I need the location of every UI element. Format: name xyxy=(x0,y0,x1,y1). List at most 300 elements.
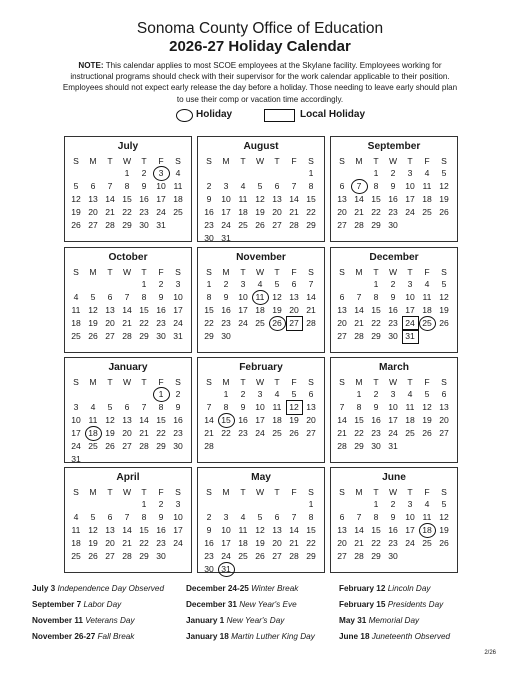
weekday-label: T xyxy=(373,156,379,166)
day-cell: 9 xyxy=(390,512,396,522)
weekday-label: T xyxy=(107,267,113,277)
day-cell: 27 xyxy=(337,551,347,561)
day-cell: 30 xyxy=(204,233,214,243)
day-cell: 18 xyxy=(422,305,432,315)
day-cell: 26 xyxy=(105,441,115,451)
day-cell: 10 xyxy=(255,402,265,412)
weekday-label: F xyxy=(291,267,297,277)
month-may xyxy=(197,467,325,573)
legend xyxy=(0,106,520,126)
day-cell: 11 xyxy=(88,415,98,425)
day-cell: 20 xyxy=(105,538,115,548)
day-cell: 2 xyxy=(158,499,164,509)
day-cell: 28 xyxy=(354,331,364,341)
day-cell: 14 xyxy=(354,194,364,204)
holiday-entry xyxy=(32,616,135,626)
day-cell: 28 xyxy=(122,331,132,341)
day-cell: 7 xyxy=(356,292,362,302)
weekday-label: F xyxy=(158,267,164,277)
day-cell: 29 xyxy=(306,220,316,230)
day-cell: 31 xyxy=(71,454,81,464)
day-cell: 6 xyxy=(339,512,345,522)
day-cell: 7 xyxy=(308,279,314,289)
month-march xyxy=(330,357,458,463)
day-cell: 5 xyxy=(441,499,447,509)
weekday-label: T xyxy=(407,267,413,277)
holiday-date: December 24-25 xyxy=(186,584,249,593)
day-cell: 21 xyxy=(105,207,115,217)
weekday-label: F xyxy=(424,267,430,277)
page-header xyxy=(0,20,520,56)
day-cell: 19 xyxy=(439,194,449,204)
weekday-label: F xyxy=(424,156,430,166)
day-cell: 16 xyxy=(388,525,398,535)
day-cell: 24 xyxy=(156,207,166,217)
weekday-label: T xyxy=(373,267,379,277)
day-cell: 14 xyxy=(354,305,364,315)
day-cell: 17 xyxy=(405,194,415,204)
day-cell: 22 xyxy=(354,428,364,438)
weekday-label: W xyxy=(122,377,132,387)
day-cell: 23 xyxy=(139,207,149,217)
month-october xyxy=(64,247,192,353)
day-cell: 4 xyxy=(257,279,263,289)
day-cell: 10 xyxy=(221,194,231,204)
day-cell: 12 xyxy=(272,292,282,302)
month-name: January xyxy=(108,362,148,373)
weekday-label: S xyxy=(73,377,79,387)
day-cell: 1 xyxy=(373,168,379,178)
day-cell: 15 xyxy=(122,194,132,204)
day-cell: 21 xyxy=(354,207,364,217)
day-cell: 17 xyxy=(221,207,231,217)
day-cell: 20 xyxy=(337,318,347,328)
month-name: March xyxy=(378,362,409,373)
day-cell: 8 xyxy=(373,292,379,302)
weekday-label: S xyxy=(206,267,212,277)
day-cell: 10 xyxy=(238,292,248,302)
day-cell: 5 xyxy=(441,168,447,178)
holiday-entry xyxy=(339,584,430,594)
day-cell: 1 xyxy=(154,388,168,400)
weekday-label: M xyxy=(222,487,230,497)
day-cell: 27 xyxy=(337,331,347,341)
day-cell: 8 xyxy=(206,292,212,302)
weekday-label: M xyxy=(222,156,230,166)
day-cell: 22 xyxy=(371,318,381,328)
day-cell: 22 xyxy=(139,318,149,328)
day-cell: 1 xyxy=(373,279,379,289)
day-cell: 18 xyxy=(405,415,415,425)
day-cell: 17 xyxy=(221,538,231,548)
day-cell: 17 xyxy=(156,194,166,204)
month-february xyxy=(197,357,325,463)
weekday-label: T xyxy=(141,487,147,497)
weekday-label: F xyxy=(291,156,297,166)
day-cell: 10 xyxy=(405,292,415,302)
day-cell: 30 xyxy=(371,441,381,451)
weekday-label: T xyxy=(407,156,413,166)
weekday-label: T xyxy=(141,377,147,387)
weekday-label: T xyxy=(107,377,113,387)
day-cell: 5 xyxy=(257,181,263,191)
day-cell: 17 xyxy=(255,415,265,425)
day-cell: 4 xyxy=(274,389,280,399)
holiday-name: Memorial Day xyxy=(368,616,420,625)
weekday-label: M xyxy=(355,156,363,166)
holiday-date: February 15 xyxy=(339,600,386,609)
day-cell: 27 xyxy=(337,220,347,230)
month-name: September xyxy=(367,141,421,152)
day-cell: 15 xyxy=(371,305,381,315)
month-december xyxy=(330,247,458,353)
day-cell: 1 xyxy=(373,499,379,509)
day-cell: 19 xyxy=(289,415,299,425)
day-cell: 29 xyxy=(156,441,166,451)
weekday-label: F xyxy=(158,156,164,166)
holiday-entry xyxy=(32,600,121,610)
day-cell: 4 xyxy=(240,181,246,191)
day-cell: 25 xyxy=(255,318,265,328)
weekday-label: T xyxy=(274,487,280,497)
day-cell: 21 xyxy=(354,538,364,548)
day-cell: 23 xyxy=(371,428,381,438)
holiday-entry xyxy=(186,616,284,626)
day-cell: 22 xyxy=(122,207,132,217)
holiday-entry xyxy=(186,584,298,594)
day-cell: 12 xyxy=(422,402,432,412)
weekday-label: T xyxy=(141,267,147,277)
day-cell: 13 xyxy=(105,305,115,315)
holiday-date: May 31 xyxy=(339,616,367,625)
day-cell: 15 xyxy=(204,305,214,315)
holiday-oval-icon xyxy=(176,109,193,122)
weekday-label: M xyxy=(222,377,230,387)
day-cell: 31 xyxy=(403,330,417,342)
day-cell: 20 xyxy=(439,415,449,425)
day-cell: 27 xyxy=(272,551,282,561)
day-cell: 18 xyxy=(238,538,248,548)
weekday-label: W xyxy=(388,487,398,497)
day-cell: 29 xyxy=(204,331,214,341)
day-cell: 27 xyxy=(439,428,449,438)
weekday-label: S xyxy=(175,156,181,166)
day-cell: 17 xyxy=(405,525,415,535)
day-cell: 5 xyxy=(257,512,263,522)
day-cell: 20 xyxy=(337,207,347,217)
weekday-label: W xyxy=(388,267,398,277)
day-cell: 11 xyxy=(422,512,432,522)
month-september xyxy=(330,136,458,242)
weekday-label: F xyxy=(424,487,430,497)
weekday-label: T xyxy=(373,487,379,497)
day-cell: 14 xyxy=(122,525,132,535)
day-cell: 24 xyxy=(403,317,417,329)
day-cell: 13 xyxy=(337,525,347,535)
weekday-label: S xyxy=(308,156,314,166)
weekday-label: S xyxy=(339,377,345,387)
day-cell: 19 xyxy=(422,415,432,425)
weekday-label: T xyxy=(274,267,280,277)
day-cell: 8 xyxy=(124,181,130,191)
day-cell: 12 xyxy=(88,305,98,315)
day-cell: 18 xyxy=(420,524,434,536)
day-cell: 23 xyxy=(221,318,231,328)
holiday-date: September 7 xyxy=(32,600,82,609)
day-cell: 2 xyxy=(206,512,212,522)
weekday-label: S xyxy=(73,487,79,497)
day-cell: 3 xyxy=(223,181,229,191)
day-cell: 4 xyxy=(175,168,181,178)
holiday-date: January 18 xyxy=(186,632,229,641)
day-cell: 30 xyxy=(156,331,166,341)
weekday-label: W xyxy=(255,487,265,497)
day-cell: 12 xyxy=(255,525,265,535)
day-cell: 19 xyxy=(439,525,449,535)
day-cell: 30 xyxy=(139,220,149,230)
day-cell: 28 xyxy=(139,441,149,451)
day-cell: 8 xyxy=(158,402,164,412)
day-cell: 12 xyxy=(71,194,81,204)
day-cell: 22 xyxy=(306,538,316,548)
day-cell: 19 xyxy=(88,318,98,328)
holiday-entry xyxy=(186,632,315,642)
day-cell: 24 xyxy=(238,318,248,328)
day-cell: 4 xyxy=(240,512,246,522)
weekday-label: S xyxy=(308,267,314,277)
day-cell: 24 xyxy=(71,441,81,451)
day-cell: 10 xyxy=(221,525,231,535)
weekday-label: T xyxy=(240,267,246,277)
day-cell: 30 xyxy=(156,551,166,561)
day-cell: 29 xyxy=(306,551,316,561)
day-cell: 22 xyxy=(204,318,214,328)
holiday-name: Juneteenth Observed xyxy=(371,632,451,641)
weekday-label: M xyxy=(355,267,363,277)
day-cell: 31 xyxy=(156,220,166,230)
day-cell: 26 xyxy=(255,220,265,230)
day-cell: 11 xyxy=(272,402,282,412)
day-cell: 29 xyxy=(139,331,149,341)
day-cell: 9 xyxy=(175,402,181,412)
day-cell: 7 xyxy=(124,512,130,522)
weekday-label: S xyxy=(175,377,181,387)
weekday-label: S xyxy=(206,377,212,387)
note-text: This calendar applies to most SCOE employees at the Skylane facility. Employees working for instructional programs should check with their supervisor for the work calendar applicable to their position. Employees should not expect early release the day before a holiday. Those needing to leave early should plan to use their comp or vacation time accordingly. xyxy=(62,61,458,104)
day-cell: 5 xyxy=(274,279,280,289)
day-cell: 29 xyxy=(371,331,381,341)
day-cell: 5 xyxy=(441,279,447,289)
day-cell: 2 xyxy=(175,389,181,399)
day-cell: 28 xyxy=(289,220,299,230)
day-cell: 13 xyxy=(306,402,316,412)
day-cell: 14 xyxy=(204,415,214,425)
weekday-label: S xyxy=(206,487,212,497)
day-cell: 27 xyxy=(306,428,316,438)
day-cell: 6 xyxy=(124,402,130,412)
day-cell: 16 xyxy=(204,538,214,548)
day-cell: 8 xyxy=(223,402,229,412)
day-cell: 24 xyxy=(405,207,415,217)
day-cell: 14 xyxy=(337,415,347,425)
day-cell: 6 xyxy=(339,181,345,191)
holiday-name: Martin Luther King Day xyxy=(231,632,315,641)
weekday-label: S xyxy=(441,156,447,166)
day-cell: 20 xyxy=(272,207,282,217)
day-cell: 8 xyxy=(141,292,147,302)
day-cell: 18 xyxy=(71,538,81,548)
day-cell: 12 xyxy=(88,525,98,535)
day-cell: 26 xyxy=(422,428,432,438)
month-name: December xyxy=(369,252,419,263)
day-cell: 16 xyxy=(139,194,149,204)
day-cell: 30 xyxy=(204,564,214,574)
day-cell: 14 xyxy=(289,194,299,204)
calendar-note xyxy=(60,60,460,105)
day-cell: 23 xyxy=(388,207,398,217)
day-cell: 3 xyxy=(407,499,413,509)
weekday-label: S xyxy=(175,487,181,497)
day-cell: 11 xyxy=(238,194,248,204)
day-cell: 15 xyxy=(139,525,149,535)
day-cell: 14 xyxy=(354,525,364,535)
day-cell: 23 xyxy=(173,428,183,438)
day-cell: 24 xyxy=(405,538,415,548)
weekday-label: F xyxy=(424,377,430,387)
month-november xyxy=(197,247,325,353)
day-cell: 17 xyxy=(173,525,183,535)
day-cell: 15 xyxy=(371,525,381,535)
day-cell: 29 xyxy=(139,551,149,561)
day-cell: 20 xyxy=(337,538,347,548)
day-cell: 31 xyxy=(173,331,183,341)
day-cell: 17 xyxy=(388,415,398,425)
day-cell: 16 xyxy=(238,415,248,425)
day-cell: 24 xyxy=(388,428,398,438)
day-cell: 11 xyxy=(173,181,183,191)
day-cell: 19 xyxy=(71,207,81,217)
day-cell: 21 xyxy=(139,428,149,438)
holiday-entry xyxy=(339,600,443,610)
day-cell: 5 xyxy=(90,512,96,522)
weekday-label: S xyxy=(73,267,79,277)
day-cell: 10 xyxy=(156,181,166,191)
day-cell: 18 xyxy=(86,427,100,439)
holiday-entry xyxy=(339,616,419,626)
month-name: April xyxy=(116,472,140,483)
day-cell: 3 xyxy=(73,402,79,412)
month-name: February xyxy=(239,362,283,373)
day-cell: 8 xyxy=(141,512,147,522)
day-cell: 2 xyxy=(206,181,212,191)
day-cell: 6 xyxy=(291,279,297,289)
day-cell: 29 xyxy=(371,220,381,230)
day-cell: 31 xyxy=(388,441,398,451)
day-cell: 1 xyxy=(308,499,314,509)
day-cell: 14 xyxy=(306,292,316,302)
day-cell: 17 xyxy=(238,305,248,315)
day-cell: 1 xyxy=(356,389,362,399)
day-cell: 22 xyxy=(371,538,381,548)
day-cell: 5 xyxy=(73,181,79,191)
day-cell: 22 xyxy=(156,428,166,438)
weekday-label: M xyxy=(89,267,97,277)
day-cell: 16 xyxy=(204,207,214,217)
weekday-label: M xyxy=(355,377,363,387)
day-cell: 21 xyxy=(122,538,132,548)
day-cell: 11 xyxy=(71,525,81,535)
day-cell: 28 xyxy=(289,551,299,561)
day-cell: 1 xyxy=(141,279,147,289)
day-cell: 11 xyxy=(422,181,432,191)
weekday-label: M xyxy=(89,377,97,387)
day-cell: 23 xyxy=(204,220,214,230)
day-cell: 25 xyxy=(405,428,415,438)
page-number: 2/26 xyxy=(484,650,496,656)
day-cell: 26 xyxy=(88,331,98,341)
day-cell: 2 xyxy=(390,499,396,509)
day-cell: 14 xyxy=(122,305,132,315)
day-cell: 20 xyxy=(122,428,132,438)
weekday-label: S xyxy=(206,156,212,166)
day-cell: 23 xyxy=(156,318,166,328)
day-cell: 24 xyxy=(221,551,231,561)
day-cell: 21 xyxy=(122,318,132,328)
day-cell: 30 xyxy=(173,441,183,451)
weekday-label: M xyxy=(222,267,230,277)
day-cell: 21 xyxy=(289,538,299,548)
weekday-label: S xyxy=(339,267,345,277)
day-cell: 7 xyxy=(124,292,130,302)
day-cell: 2 xyxy=(390,168,396,178)
day-cell: 8 xyxy=(373,512,379,522)
day-cell: 7 xyxy=(352,180,366,192)
local-holiday-rect-icon xyxy=(264,109,295,122)
day-cell: 7 xyxy=(291,512,297,522)
holiday-name: Winter Break xyxy=(251,584,299,593)
day-cell: 3 xyxy=(175,499,181,509)
holiday-entry xyxy=(32,632,134,642)
weekday-label: W xyxy=(255,156,265,166)
month-january xyxy=(64,357,192,463)
day-cell: 27 xyxy=(272,220,282,230)
day-cell: 17 xyxy=(173,305,183,315)
day-cell: 13 xyxy=(272,525,282,535)
day-cell: 10 xyxy=(405,512,415,522)
day-cell: 3 xyxy=(407,168,413,178)
day-cell: 24 xyxy=(255,428,265,438)
day-cell: 19 xyxy=(255,538,265,548)
day-cell: 6 xyxy=(107,292,113,302)
day-cell: 4 xyxy=(90,402,96,412)
weekday-label: T xyxy=(373,377,379,387)
page-title: 2026-27 Holiday Calendar xyxy=(169,38,351,55)
day-cell: 27 xyxy=(105,331,115,341)
day-cell: 9 xyxy=(390,292,396,302)
month-april xyxy=(64,467,192,573)
day-cell: 16 xyxy=(371,415,381,425)
day-cell: 25 xyxy=(71,551,81,561)
day-cell: 7 xyxy=(339,402,345,412)
weekday-label: M xyxy=(355,487,363,497)
day-cell: 20 xyxy=(105,318,115,328)
day-cell: 18 xyxy=(272,415,282,425)
day-cell: 1 xyxy=(124,168,130,178)
day-cell: 19 xyxy=(105,428,115,438)
day-cell: 1 xyxy=(223,389,229,399)
day-cell: 21 xyxy=(306,305,316,315)
day-cell: 30 xyxy=(388,551,398,561)
